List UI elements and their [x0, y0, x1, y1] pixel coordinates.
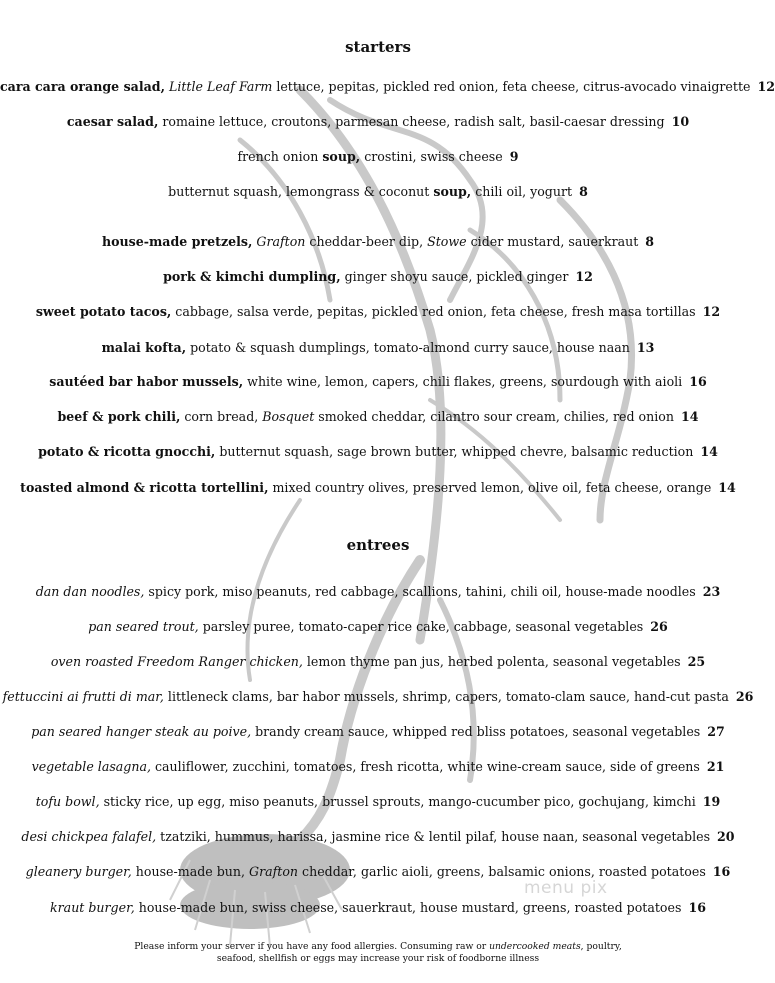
starter-item [0, 304, 756, 320]
starter-item [0, 374, 756, 390]
starter-item [0, 79, 775, 95]
dish-name: sautéed bar habor mussels, [49, 374, 244, 389]
dish-price: 16 [688, 900, 706, 915]
dish-price: 14 [700, 444, 718, 459]
dish-description: romaine lettuce, croutons, parmesan cheese, radish salt, basil-caesar dressing [158, 114, 665, 129]
dish-description: tzatziki, hummus, harissa, jasmine rice & lentil pilaf, house naan, seasonal vegetables [156, 829, 711, 844]
dish-name: cara cara orange salad, [0, 79, 165, 94]
dish-name: french onion [237, 149, 323, 164]
dish-description: cauliflower, zucchini, tomatoes, fresh ricotta, white wine-cream sauce, side of greens [150, 759, 700, 774]
dish-price: 27 [707, 724, 725, 739]
dish-price: 12 [702, 304, 721, 319]
dish-price: 25 [687, 654, 706, 669]
dish-description: house-made bun, [131, 864, 250, 879]
dish-price: 16 [712, 864, 731, 879]
dish-price: 8 [579, 184, 588, 199]
dish-description: chili oil, yogurt [471, 184, 573, 199]
dish-description: soup, [433, 184, 472, 199]
dish-description: lettuce, pepitas, pickled red onion, feta cheese, citrus-avocado vinaigrette [272, 79, 751, 94]
entree-item [0, 794, 756, 810]
dish-name: fettuccini ai frutti di mar, [2, 689, 164, 704]
dish-name: toasted almond & ricotta tortellini, [20, 480, 269, 495]
dish-name: tofu bowl, [35, 794, 100, 809]
dish-description: cheddar, garlic aioli, greens, balsamic onions, roasted potatoes [298, 864, 706, 879]
dish-description: Stowe [427, 234, 467, 249]
dish-description: brandy cream sauce, whipped red bliss potatoes, seasonal vegetables [251, 724, 701, 739]
dish-name: gleanery burger, [25, 864, 132, 879]
dish-price: 8 [645, 234, 655, 249]
dish-description: cheddar-beer dip, [305, 234, 428, 249]
starter-item [0, 269, 756, 285]
dish-description: Bosquet [262, 409, 315, 424]
dish-price: 14 [718, 480, 736, 495]
dish-description: white wine, lemon, capers, chili flakes, greens, sourdough with aioli [243, 374, 683, 389]
dish-price: 20 [717, 829, 735, 844]
dish-price: 14 [680, 409, 699, 424]
dish-description: spicy pork, miso peanuts, red cabbage, scallions, tahini, chili oil, house-made noodles [144, 584, 696, 599]
starter-item [0, 340, 756, 356]
starter-item [0, 234, 756, 250]
dish-price: 13 [636, 340, 655, 355]
dish-description: soup, [322, 149, 361, 164]
dish-name: butternut squash, lemongrass & coconut [168, 184, 434, 199]
dish-price: 23 [702, 584, 721, 599]
dish-price: 16 [689, 374, 707, 389]
entree-item [0, 759, 756, 775]
dish-price: 9 [509, 149, 519, 164]
dish-description: house-made bun, swiss cheese, sauerkraut, house mustard, greens, roasted potatoes [134, 900, 682, 915]
dish-name: caesar salad, [66, 114, 159, 129]
entree-item [0, 829, 756, 845]
entree-item [0, 689, 756, 705]
entree-item [0, 900, 756, 916]
dish-description: cabbage, salsa verde, pepitas, pickled red onion, feta cheese, fresh masa tortillas [171, 304, 696, 319]
dish-name: pan seared trout, [88, 619, 199, 634]
dish-description: littleneck clams, bar habor mussels, shrimp, capers, tomato-clam sauce, hand-cut pasta [163, 689, 729, 704]
dish-description: Little Leaf Farm [168, 79, 273, 94]
dish-name: pan seared hanger steak au poive, [31, 724, 252, 739]
dish-description: lemon thyme pan jus, herbed polenta, seasonal vegetables [302, 654, 681, 669]
dish-price: 12 [757, 79, 775, 94]
starter-item [0, 114, 756, 130]
starter-item [0, 149, 756, 165]
dish-name: vegetable lasagna, [31, 759, 151, 774]
entree-item [0, 619, 756, 635]
entree-item [0, 584, 756, 600]
dish-name: beef & pork chili, [57, 409, 181, 424]
dish-description: corn bread, [180, 409, 263, 424]
dish-description: sticky rice, up egg, miso peanuts, brussel sprouts, mango-cucumber pico, gochujang, kimchi [99, 794, 696, 809]
dish-price: 26 [650, 619, 668, 634]
dish-name: desi chickpea falafel, [21, 829, 157, 844]
dish-description: crostini, swiss cheese [360, 149, 503, 164]
dish-name: malai kofta, [101, 340, 187, 355]
allergy-notice: Please inform your server if you have any food allergies. Consuming raw or undercooked meats, poultry, seafood, shellfish or eggs may increase your risk of foodborne illness [134, 941, 622, 964]
starters-heading: starters [345, 38, 411, 56]
entrees-heading: entrees [346, 536, 410, 554]
dish-description: butternut squash, sage brown butter, whipped chevre, balsamic reduction [215, 444, 694, 459]
dish-description: Grafton [256, 234, 306, 249]
starter-item [0, 184, 756, 200]
entree-item [0, 724, 756, 740]
dish-description: Grafton [249, 864, 299, 879]
dish-name: potato & ricotta gnocchi, [38, 444, 216, 459]
dish-description: mixed country olives, preserved lemon, olive oil, feta cheese, orange [268, 480, 712, 495]
dish-description: ginger shoyu sauce, pickled ginger [340, 269, 569, 284]
dish-price: 10 [671, 114, 690, 129]
dish-name: house-made pretzels, [101, 234, 253, 249]
dish-description: parsley puree, tomato-caper rice cake, cabbage, seasonal vegetables [198, 619, 644, 634]
dish-description: potato & squash dumplings, tomato-almond curry sauce, house naan [186, 340, 630, 355]
dish-price: 26 [735, 689, 754, 704]
entree-item [0, 864, 756, 880]
starter-item [0, 480, 756, 496]
dish-price: 21 [706, 759, 725, 774]
dish-name: dan dan noodles, [35, 584, 145, 599]
dish-price: 12 [575, 269, 593, 284]
dish-name: oven roasted Freedom Ranger chicken, [50, 654, 303, 669]
dish-description: smoked cheddar, cilantro sour cream, chilies, red onion [314, 409, 674, 424]
dish-name: sweet potato tacos, [35, 304, 172, 319]
dish-price: 19 [702, 794, 721, 809]
dish-name: kraut burger, [50, 900, 135, 915]
entree-item [0, 654, 756, 670]
starter-item [0, 409, 756, 425]
menupix-watermark: menu pix [524, 878, 608, 898]
starter-item [0, 444, 756, 460]
dish-name: pork & kimchi dumpling, [163, 269, 341, 284]
dish-description: cider mustard, sauerkraut [466, 234, 639, 249]
